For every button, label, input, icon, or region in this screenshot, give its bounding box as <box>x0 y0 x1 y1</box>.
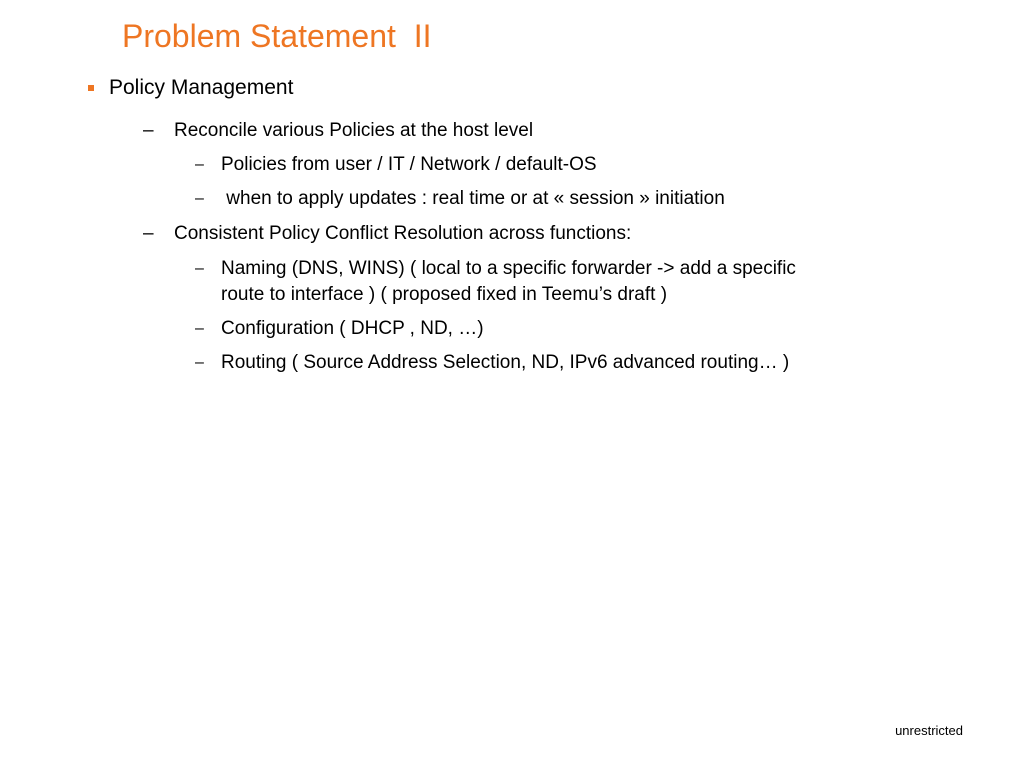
bullet-routing: Routing ( Source Address Selection, ND, IPv6 advanced routing… ) <box>221 352 790 373</box>
footer-classification: unrestricted <box>895 723 963 738</box>
bullet-naming-line1: Naming (DNS, WINS) ( local to a specific forwarder -> add a specific <box>221 258 796 279</box>
square-bullet-icon <box>88 85 94 91</box>
dash-bullet-icon: – <box>195 190 204 207</box>
slide-title: Problem Statement II <box>122 18 432 54</box>
bullet-policies-from-user: Policies from user / IT / Network / default-OS <box>221 154 597 175</box>
bullet-when-to-apply: when to apply updates : real time or at « session » initiation <box>221 188 725 209</box>
bullet-reconcile-policies: Reconcile various Policies at the host level <box>174 120 534 141</box>
dash-bullet-icon: – <box>195 320 204 337</box>
bullet-naming-line2: route to interface ) ( proposed fixed in Teemu’s draft ) <box>221 284 668 305</box>
dash-bullet-icon: – <box>143 120 154 141</box>
dash-bullet-icon: – <box>195 354 204 371</box>
bullet-consistent-policy: Consistent Policy Conflict Resolution across functions: <box>174 223 632 244</box>
dash-bullet-icon: – <box>195 260 204 277</box>
dash-bullet-icon: – <box>143 223 154 244</box>
bullet-policy-management: Policy Management <box>109 76 294 99</box>
dash-bullet-icon: – <box>195 156 204 173</box>
bullet-configuration: Configuration ( DHCP , ND, …) <box>221 318 484 339</box>
